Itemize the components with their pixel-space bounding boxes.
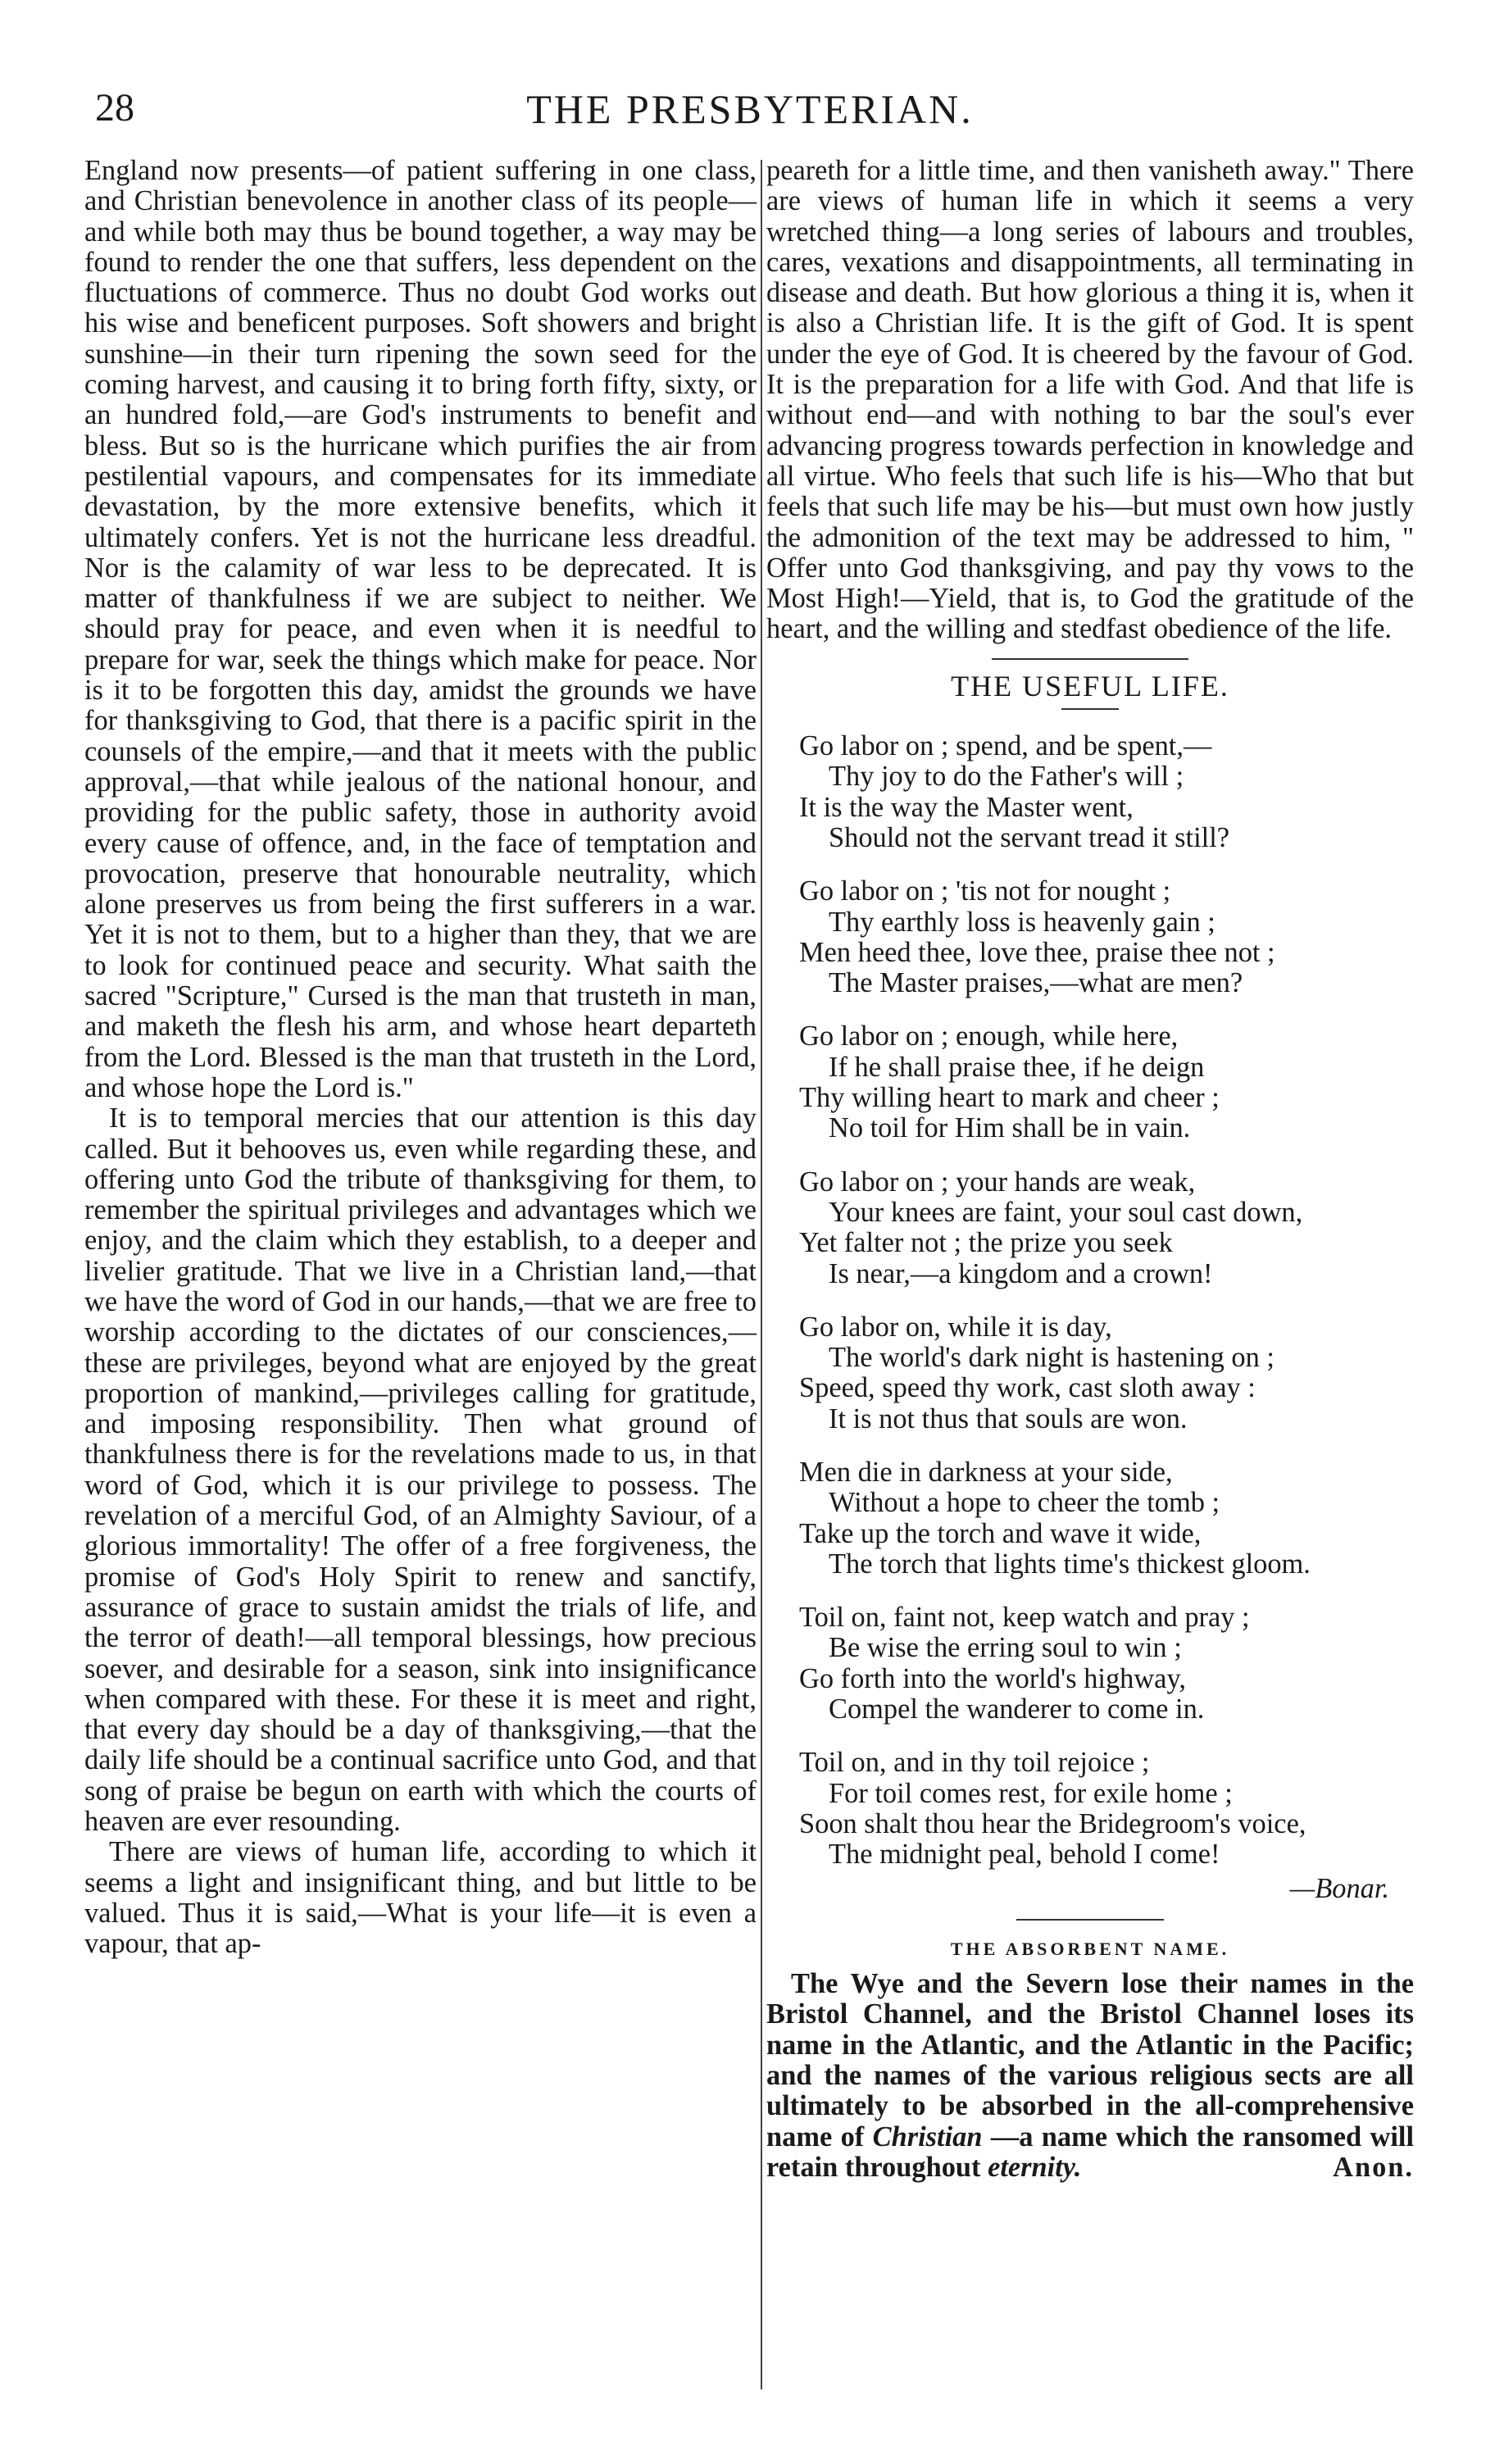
poem-line: Be wise the erring soul to win ; [829,1632,1182,1664]
paragraph-3: There are views of human life, according to which it seems a light and insignificant thing, and but little to be valued. Thus it is said,—What is your life—it is even a vapour, that ap- [84,1836,757,1960]
stanza [799,1457,1414,1580]
poem-line: Toil on, and in thy toil rejoice ; [799,1747,1150,1779]
poem-title: THE USEFUL LIFE. [951,669,1229,702]
poem-line: If he shall praise thee, if he deign [829,1051,1205,1083]
poem-line: For toil comes rest, for exile home ; [829,1777,1233,1809]
stanza [799,731,1414,853]
poem-line: Go labor on ; spend, and be spent,— [799,730,1212,762]
poem-attribution: —Bonar. [1289,1872,1389,1904]
paragraph-1: England now presents—of patient suffering in one class, and Christian benevolence in another class of its people—and while both may thus be bound together, a way may be found to render the one that suffers, less dependent on the fluctuations of commerce. Thus no doubt God works out his wise and beneficent purposes. Soft showers and bright sunshine—in their turn ripening the sown seed for the coming harvest, and causing it to bring forth fifty, sixty, or an hundred fold,—are God's instruments to benefit and bless. But so is the hurricane which purifies the air from pestilential vapours, and compensates for its immediate devastation, by the more extensive benefits, which it ultimately confers. Yet is not the hurricane less dreadful. Nor is the calamity of war less to be deprecated. It is matter of thankfulness if we are subject to neither. We should pray for peace, and even when it is needful to prepare for war, seek the things which make for peace. Nor is it to be forgotten this day, amidst the grounds we have for thanksgiving to God, that there is a pacific spirit in the counsels of the empire,—and that it meets with the public approval,—that while jealous of the national honour, and providing for the public safety, those in authority avoid every cause of offence, and, in the face of temptation and provocation, preserve that honourable neutrality, which alone preserves us from being the first sufferers in a war. Yet it is not to them, but to a higher than they, that we are to look for continued peace and security. What saith the sacred "Scripture," Cursed is the man that trusteth in man, and maketh the flesh his arm, and whose heart departeth from the Lord. Blessed is the man that trusteth in the Lord, and whose hope the Lord is." [84,155,757,1103]
stanza [799,1748,1414,1870]
poem-line: Compel the wanderer to come in. [829,1693,1205,1725]
section-rule [1016,1919,1164,1921]
journal-title: THE PRESBYTERIAN. [526,86,974,132]
article-emphasis: Christian [872,2121,983,2153]
poem-line: Your knees are faint, your soul cast down, [829,1196,1303,1228]
poem-line: Is near,—a kingdom and a crown! [829,1257,1213,1289]
poem-line: Men die in darkness at your side, [799,1456,1173,1488]
column-divider [761,160,762,2389]
sermon-continuation: peareth for a little time, and then vanisheth away." There are views of human life in which it seems a very wretched thing—a long series of labours and troubles, cares, vexations and disappointments, all terminating in disease and death. But how glorious a thing it is, when it is also a Christian life. It is the gift of God. It is spent under the eye of God. It is cheered by the favour of God. It is the preparation for a life with God. And that life is without end—and with nothing to bar the soul's ever advancing progress towards perfection in knowledge and all virtue. Who feels that such life is his—Who that but feels that such life may be his—but must own how justly the admonition of the text may be addressed to him, " Offer unto God thanksgiving, and pay thy vows to the Most High!—Yield, that is, to God the gratitude of the heart, and the willing and stedfast obedience of the life. [766,155,1414,645]
article-emphasis: eternity. [988,2151,1082,2183]
article-text: —a name which the ransomed will retain throughout [766,2121,1414,2183]
poem-line: No toil for Him shall be in vain. [829,1112,1191,1144]
title-rule [1061,708,1119,710]
poem-line: Go forth into the world's highway, [799,1662,1186,1694]
poem-line: Should not the servant tread it still? [829,821,1230,853]
page-number: 28 [95,86,134,130]
left-column [84,156,757,1960]
poem-line: Without a hope to cheer the tomb ; [829,1487,1220,1519]
stanza [799,876,1414,998]
section-rule [992,658,1188,660]
poem-line: Go labor on ; your hands are weak, [799,1166,1196,1198]
poem-line: Thy earthly loss is heavenly gain ; [829,906,1215,938]
stanza [799,1312,1414,1434]
poem-line: Go labor on ; enough, while here, [799,1021,1179,1052]
poem-line: It is the way the Master went, [799,791,1134,823]
article-text: The Wye and the Severn lose their names in the Bristol Channel, and the Bristol Channel loses its name in the Atlantic, and the Atlantic in the Pacific; and the names of the various religious sects are all ultimately to be absorbed in the all-comprehensive name of [766,1968,1414,2153]
poem-line: Speed, speed thy work, cast sloth away : [799,1372,1256,1404]
article-body [766,1969,1414,2183]
stanza [799,1167,1414,1289]
right-column [766,156,1414,2183]
poem-line: Thy willing heart to mark and cheer ; [799,1082,1220,1114]
poem-line: The Master praises,—what are men? [829,967,1243,999]
poem-line: Yet falter not ; the prize you seek [799,1227,1173,1259]
article-signature: Anon. [1333,2151,1414,2183]
poem-line: Thy joy to do the Father's will ; [829,761,1184,793]
poem [766,731,1414,1904]
poem-line: The midnight peal, behold I come! [829,1839,1220,1871]
paragraph-2: It is to temporal mercies that our attention is this day called. But it behooves us, even while regarding these, and offering unto God the tribute of thanksgiving for them, to remember the spiritual privileges and advantages which we enjoy, and the claim which they establish, to a deeper and livelier gratitude. That we live in a Christian land,—that we have the word of God in our hands,—that we are free to worship according to the dictates of our consciences,—these are privileges, beyond what are enjoyed by the great proportion of mankind,—privileges calling for gratitude, and imposing responsibility. Then what ground of thankfulness there is for the revelations made to us, in that word of God, which it is our privilege to possess. The revelation of a merciful God, of an Almighty Saviour, of a glorious immortality! The offer of a free forgiveness, the promise of God's Holy Spirit to renew and sanctify, assurance of grace to sustain amidst the trials of life, and the terror of death!—all temporal blessings, how precious soever, and desirable for a season, sink into insignificance when compared with these. For these it is meet and right, that every day should be a day of thanksgiving,—that the daily life should be a continual sacrifice unto God, and that song of praise be begun on earth with which the courts of heaven are ever resounding. [84,1102,757,1838]
poem-line: Men heed thee, love thee, praise thee not ; [799,936,1275,968]
article-title: THE ABSORBENT NAME. [950,1938,1230,1959]
poem-line: Soon shalt thou hear the Bridegroom's voice, [799,1807,1306,1839]
poem-line: It is not thus that souls are won. [829,1402,1188,1434]
poem-line: Go labor on ; 'tis not for nought ; [799,875,1171,907]
poem-line: The torch that lights time's thickest gloom. [829,1548,1311,1580]
stanza [799,1603,1414,1725]
poem-line: The world's dark night is hastening on ; [829,1342,1275,1374]
page-header [82,79,1418,136]
poem-line: Toil on, faint not, keep watch and pray ; [799,1602,1250,1634]
poem-line: Go labor on, while it is day, [799,1311,1112,1343]
poem-line: Take up the torch and wave it wide, [799,1517,1202,1549]
stanza [799,1021,1414,1143]
